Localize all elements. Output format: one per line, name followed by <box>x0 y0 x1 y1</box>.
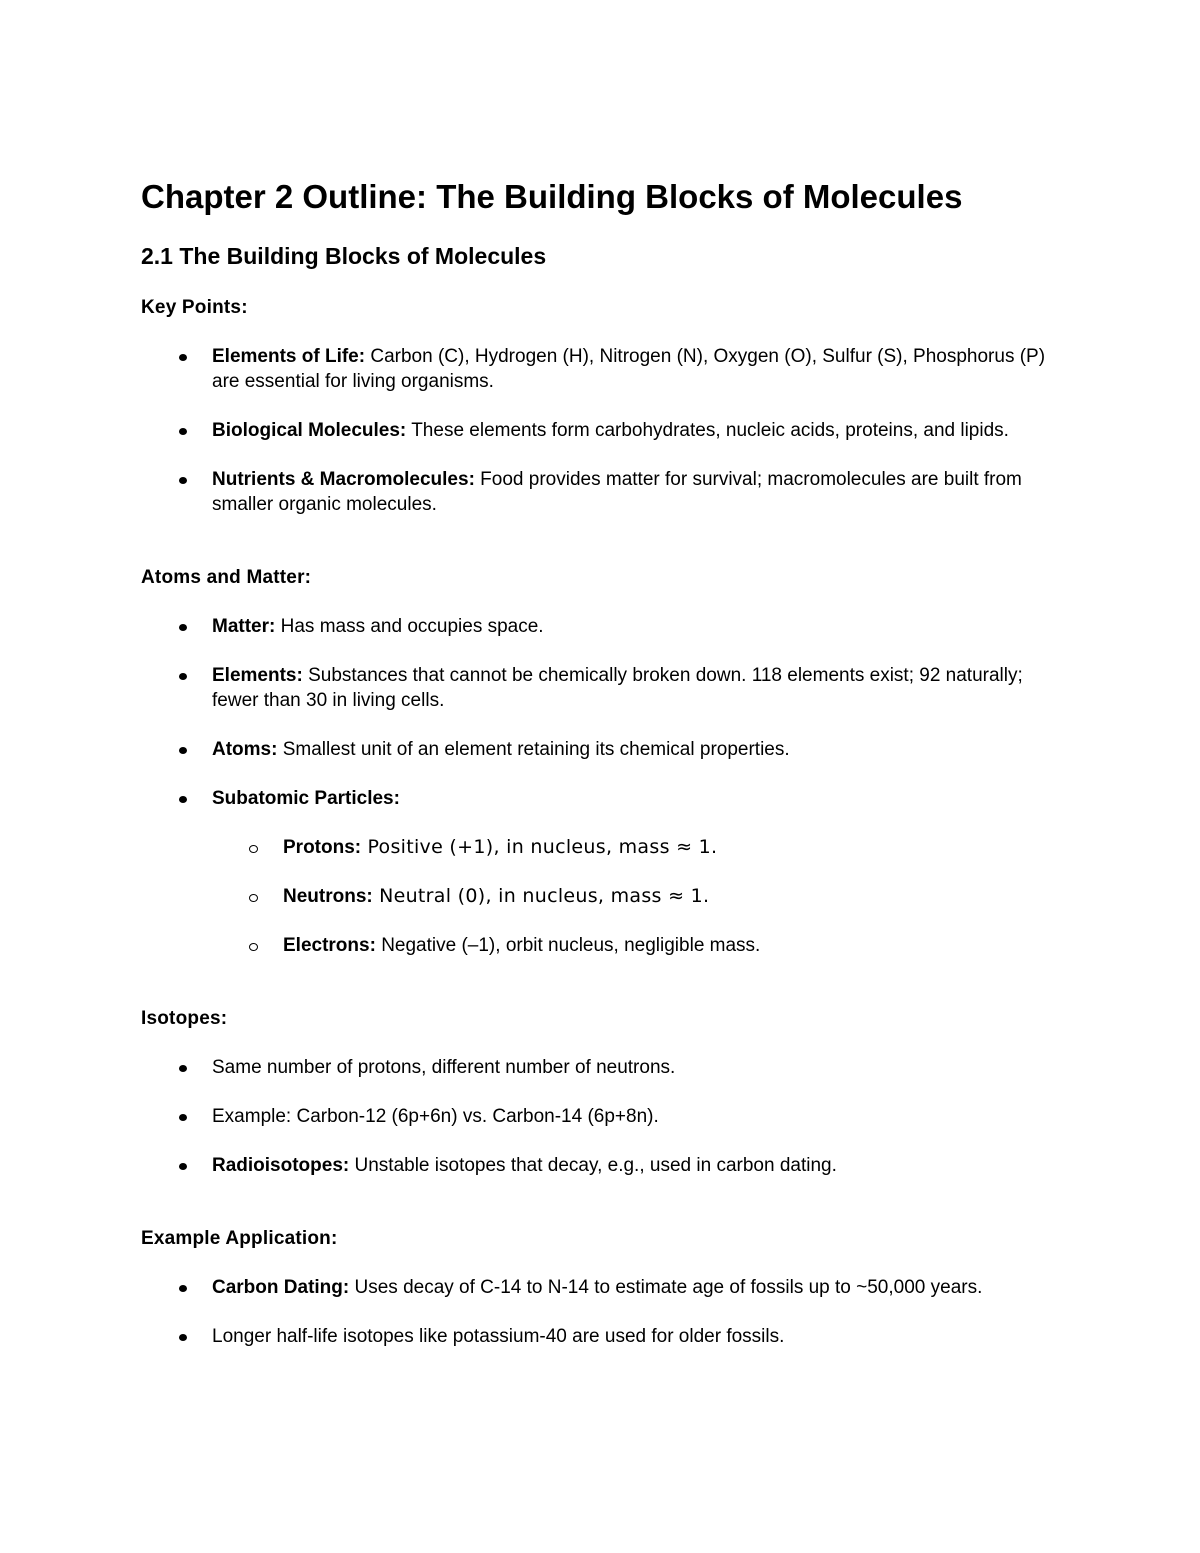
item-text: These elements form carbohydrates, nucleic acids, proteins, and lipids. <box>406 420 1009 441</box>
item-term: Subatomic Particles: <box>212 788 400 809</box>
item-term: Electrons: <box>283 935 376 956</box>
document-content <box>141 177 1071 1349</box>
item-text: Uses decay of C-14 to N-14 to estimate age of fossils up to ~50,000 years. <box>349 1277 983 1298</box>
sub-list-item <box>141 933 1071 958</box>
item-term: Neutrons: <box>283 886 373 907</box>
item-text: Substances that cannot be chemically broken down. 118 elements exist; 92 naturally; fewer than 30 in living cells. <box>212 665 1023 711</box>
item-text: Has mass and occupies space. <box>275 616 544 637</box>
bullet-icon <box>179 1065 187 1072</box>
bullet-icon <box>179 354 187 361</box>
item-text: Carbon (C), Hydrogen (H), Nitrogen (N), Oxygen (O), Sulfur (S), Phosphorus (P) are essential for living organisms. <box>212 346 1046 392</box>
bullet-icon <box>179 1163 187 1170</box>
item-text: Smallest unit of an element retaining its chemical properties. <box>277 739 790 760</box>
item-term: Nutrients & Macromolecules: <box>212 469 475 490</box>
item-term: Biological Molecules: <box>212 420 407 441</box>
list-item <box>141 1104 1071 1129</box>
sub-list-item <box>141 835 1071 860</box>
page-title: Chapter 2 Outline: The Building Blocks of Molecules <box>141 178 963 215</box>
sub-list-item <box>141 884 1071 909</box>
example-list <box>141 1275 1071 1349</box>
list-item <box>141 1275 1071 1300</box>
list-item <box>141 344 1071 394</box>
bullet-icon <box>179 477 187 484</box>
bullet-icon <box>179 747 187 754</box>
item-text: Negative (–1), orbit nucleus, negligible mass. <box>375 935 761 956</box>
list-item <box>141 467 1071 517</box>
item-text: Example: Carbon-12 (6p+6n) vs. Carbon-14 (6p+8n). <box>212 1106 659 1127</box>
item-text: Positive (+1), in nucleus, mass ≈ 1. <box>361 836 718 858</box>
isotopes-label: Isotopes: <box>141 1008 228 1029</box>
list-item <box>141 1324 1071 1349</box>
hollow-bullet-icon <box>249 894 258 902</box>
item-text: Neutral (0), in nucleus, mass ≈ 1. <box>372 885 710 907</box>
list-item <box>141 1153 1071 1178</box>
bullet-icon <box>179 1285 187 1292</box>
key-points-list <box>141 344 1071 517</box>
list-item <box>141 418 1071 443</box>
list-item <box>141 737 1071 762</box>
list-item <box>141 663 1071 713</box>
item-text: Unstable isotopes that decay, e.g., used in carbon dating. <box>349 1155 837 1176</box>
list-item <box>141 614 1071 639</box>
hollow-bullet-icon <box>249 845 258 853</box>
key-points-label: Key Points: <box>141 297 248 318</box>
item-term: Elements of Life: <box>212 346 366 367</box>
item-text: Longer half-life isotopes like potassium-40 are used for older fossils. <box>212 1326 785 1347</box>
atoms-matter-list <box>141 614 1071 958</box>
item-term: Elements: <box>212 665 303 686</box>
bullet-icon <box>179 1334 187 1341</box>
item-text: Food provides matter for survival; macromolecules are built from smaller organic molecules. <box>212 469 1022 515</box>
hollow-bullet-icon <box>249 943 258 951</box>
list-item <box>141 1055 1071 1080</box>
bullet-icon <box>179 624 187 631</box>
item-term: Atoms: <box>212 739 278 760</box>
bullet-icon <box>179 796 187 803</box>
item-term: Protons: <box>283 837 362 858</box>
section-heading: 2.1 The Building Blocks of Molecules <box>141 243 547 269</box>
atoms-matter-label: Atoms and Matter: <box>141 567 312 588</box>
bullet-icon <box>179 428 187 435</box>
isotopes-list <box>141 1055 1071 1178</box>
item-term: Radioisotopes: <box>212 1155 350 1176</box>
item-text: Same number of protons, different number of neutrons. <box>212 1057 676 1078</box>
example-label: Example Application: <box>141 1228 338 1249</box>
item-term: Carbon Dating: <box>212 1277 350 1298</box>
list-item <box>141 786 1071 811</box>
bullet-icon <box>179 673 187 680</box>
bullet-icon <box>179 1114 187 1121</box>
item-term: Matter: <box>212 616 276 637</box>
